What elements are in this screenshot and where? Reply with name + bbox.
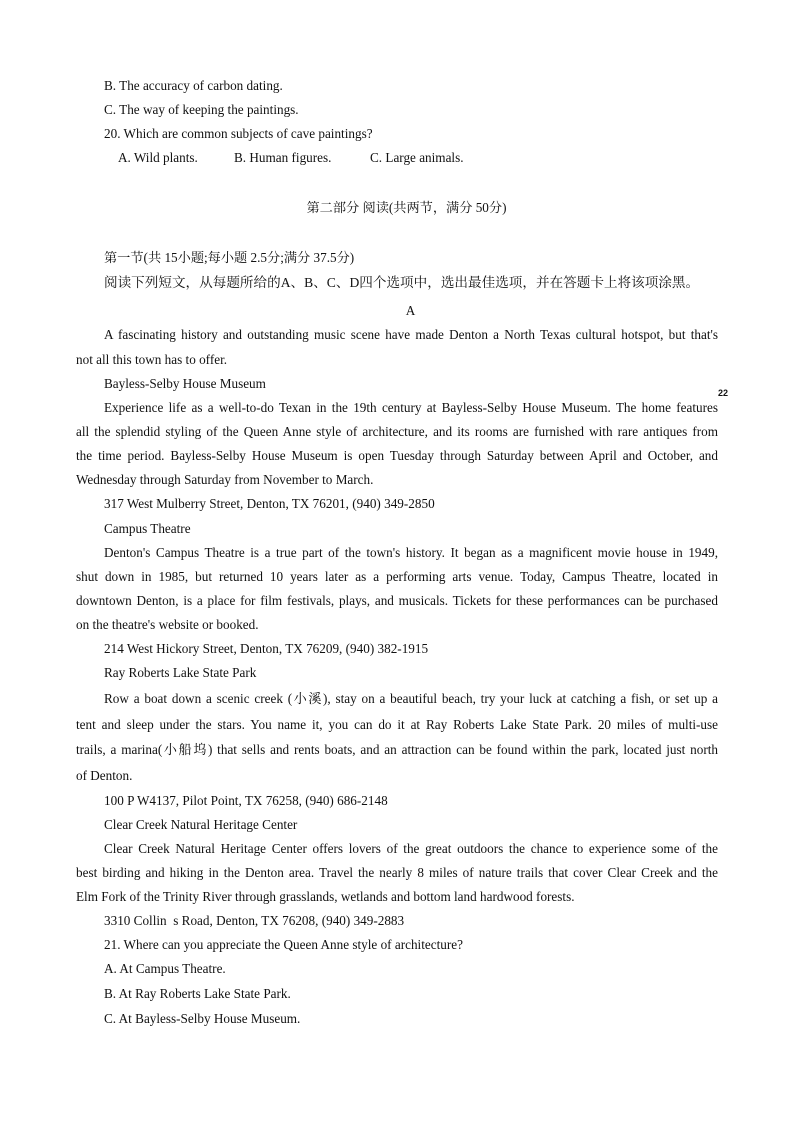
park-line-1: Row a boat down a scenic creek (小溪), stay on a beautiful beach, try your luck at catching a fish, or set up a bbox=[104, 691, 718, 706]
section1-title: 第一节(共 15小题;每小题 2.5分;满分 37.5分) bbox=[104, 250, 355, 265]
theatre-line-2: shut down in 1985, but returned 10 years later as a performing arts venue. Today, Campus Theatre, located in bbox=[76, 569, 718, 584]
creek-line-3: Elm Fork of the Trinity River through grasslands, wetlands and bottom land hardwood forests. bbox=[76, 889, 575, 904]
theatre-address: 214 West Hickory Street, Denton, TX 76209, (940) 382-1915 bbox=[104, 641, 429, 656]
q19-option-c: C. The way of keeping the paintings. bbox=[104, 102, 299, 117]
creek-address: 3310 Collin s Road, Denton, TX 76208, (940) 349-2883 bbox=[104, 913, 405, 928]
q21-option-c: C. At Bayless-Selby House Museum. bbox=[104, 1011, 301, 1026]
part2-title: 第二部分 阅读(共两节，满分 50分) bbox=[306, 200, 507, 215]
theatre-name: Campus Theatre bbox=[104, 521, 191, 536]
park-address: 100 P W4137, Pilot Point, TX 76258, (940) 686-2148 bbox=[104, 793, 388, 808]
q20-option-b: B. Human figures. bbox=[234, 150, 332, 165]
q20-option-a: A. Wild plants. bbox=[118, 150, 198, 165]
instructions: 阅读下列短文，从每题所给的A、B、C、D四个选项中，选出最佳选项，并在答题卡上将该项涂黑。 bbox=[104, 275, 700, 290]
park-line-4: of Denton. bbox=[76, 768, 133, 783]
page-number: 22 bbox=[718, 388, 729, 398]
museum-line-2: all the splendid styling of the Queen Anne style of architecture, and its rooms are furnished with rare antiques from bbox=[76, 424, 718, 439]
passage-letter: A bbox=[405, 303, 416, 318]
intro-line-2: not all this town has to offer. bbox=[76, 352, 228, 367]
museum-line-3: the time period. Bayless-Selby House Museum is open Tuesday through Saturday between April and October, and bbox=[76, 448, 718, 463]
q20-stem: 20. Which are common subjects of cave paintings? bbox=[104, 126, 373, 141]
q21-stem: 21. Where can you appreciate the Queen Anne style of architecture? bbox=[104, 937, 463, 952]
q21-option-a: A. At Campus Theatre. bbox=[104, 961, 226, 976]
museum-line-1: Experience life as a well-to-do Texan in the 19th century at Bayless-Selby House Museum. The home features bbox=[104, 400, 718, 415]
creek-name: Clear Creek Natural Heritage Center bbox=[104, 817, 298, 832]
museum-address: 317 West Mulberry Street, Denton, TX 76201, (940) 349-2850 bbox=[104, 496, 435, 511]
creek-line-2: best birding and hiking in the Denton area. Travel the nearly 8 miles of nature trails that cover Clear Creek and the bbox=[76, 865, 718, 880]
intro-line-1: A fascinating history and outstanding music scene have made Denton a North Texas cultural hotspot, but that's bbox=[104, 327, 718, 342]
q20-option-c: C. Large animals. bbox=[370, 150, 464, 165]
park-line-3: trails, a marina(小船坞) that sells and rents boats, and an attraction can be found within the park, located just north bbox=[76, 742, 718, 757]
theatre-line-1: Denton's Campus Theatre is a true part of the town's history. It began as a magnificent movie house in 1949, bbox=[104, 545, 718, 560]
q21-option-b: B. At Ray Roberts Lake State Park. bbox=[104, 986, 291, 1001]
creek-line-1: Clear Creek Natural Heritage Center offers lovers of the great outdoors the chance to experience some of the bbox=[104, 841, 718, 856]
park-name: Ray Roberts Lake State Park bbox=[104, 665, 257, 680]
q19-option-b: B. The accuracy of carbon dating. bbox=[104, 78, 283, 93]
theatre-line-4: on the theatre's website or booked. bbox=[76, 617, 259, 632]
museum-name: Bayless-Selby House Museum bbox=[104, 376, 266, 391]
theatre-line-3: downtown Denton, is a place for film festivals, plays, and musicals. Tickets for these performances can be purchased bbox=[76, 593, 718, 608]
park-line-2: tent and sleep under the stars. You name it, you can do it at Ray Roberts Lake State Park. 20 miles of multi-use bbox=[76, 717, 718, 732]
museum-line-4: Wednesday through Saturday from November to March. bbox=[76, 472, 374, 487]
